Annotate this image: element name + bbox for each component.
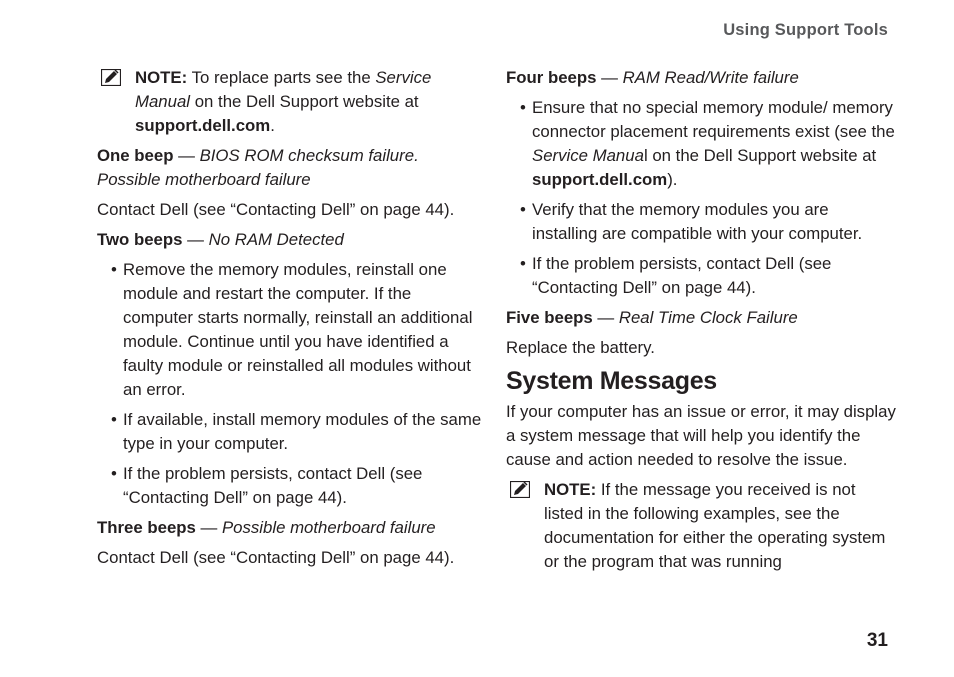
beep-label: Five beeps [506, 308, 593, 327]
beep-description: No RAM Detected [208, 230, 344, 249]
system-messages-intro: If your computer has an issue or error, it may display a system message that will help you identify the cause and action needed to resolve the issue. [506, 402, 896, 469]
em-dash: — [182, 230, 209, 249]
note-pencil-icon [101, 69, 121, 86]
running-header: Using Support Tools [723, 21, 888, 39]
right-column [506, 66, 896, 580]
list-item: • If available, install memory modules of the same type in your computer. [97, 408, 482, 456]
beep-label: Four beeps [506, 68, 597, 87]
one-beep-action: Contact Dell (see “Contacting Dell” on page 44). [97, 200, 455, 219]
note-pencil-icon [510, 481, 530, 498]
em-dash: — [195, 518, 222, 537]
beep-description: RAM Read/Write failure [622, 68, 799, 87]
note-text: To replace parts see the [187, 68, 376, 87]
three-beeps-code [97, 516, 482, 540]
bullet-end: ). [667, 170, 678, 189]
em-dash: — [596, 68, 623, 87]
note-label: NOTE: [135, 68, 188, 87]
beep-description: Possible motherboard failure [221, 518, 436, 537]
one-beep-code [97, 144, 482, 192]
four-beeps-code [506, 66, 896, 90]
beep-description: Real Time Clock Failure [618, 308, 798, 327]
beep-label: One beep [97, 146, 174, 165]
list-item: • Remove the memory modules, reinstall one module and restart the computer. If the computer starts normally, reinstall an additional module. Continue until you have identified a faulty module or reinstalled all modules without an error. [97, 258, 482, 402]
five-beeps-code [506, 306, 896, 330]
service-manual-title: Service Manua [532, 146, 644, 165]
beep-description: BIOS ROM checksum failure. Possible motherboard failure [97, 146, 419, 189]
section-heading: System Messages [506, 367, 717, 395]
list-item [506, 96, 896, 192]
two-beeps-steps [97, 258, 482, 510]
list-item: • If the problem persists, contact Dell (see “Contacting Dell” on page 44). [97, 462, 482, 510]
left-column [97, 66, 482, 576]
note-end: . [270, 116, 275, 135]
bullet-text-2: l on the Dell Support website at [643, 146, 877, 165]
note-service-manual-title: Service Manual [135, 68, 432, 111]
page-number: 31 [866, 630, 888, 651]
beep-label: Three beeps [97, 518, 196, 537]
list-item: • If the problem persists, contact Dell (see “Contacting Dell” on page 44). [506, 252, 896, 300]
em-dash: — [173, 146, 200, 165]
three-beeps-action: Contact Dell (see “Contacting Dell” on page 44). [97, 548, 455, 567]
list-item: • Verify that the memory modules you are installing are compatible with your computer. [506, 198, 896, 246]
note-text-2: on the Dell Support website at [190, 92, 419, 111]
support-link[interactable]: support.dell.com [135, 116, 271, 135]
bullet-text: Ensure that no special memory module/ memory connector placement requirements exist (see the [532, 98, 895, 141]
five-beeps-action: Replace the battery. [506, 338, 655, 357]
four-beeps-steps [506, 96, 896, 300]
two-beeps-code [97, 228, 482, 252]
support-link[interactable]: support.dell.com [532, 170, 668, 189]
em-dash: — [592, 308, 619, 327]
beep-label: Two beeps [97, 230, 183, 249]
note-text: If the message you received is not listed in the following examples, see the documentation for either the operating system or the program that was running [544, 480, 886, 571]
note-service-manual [97, 66, 482, 138]
note-label: NOTE: [544, 480, 597, 499]
note-system-message [506, 478, 896, 574]
